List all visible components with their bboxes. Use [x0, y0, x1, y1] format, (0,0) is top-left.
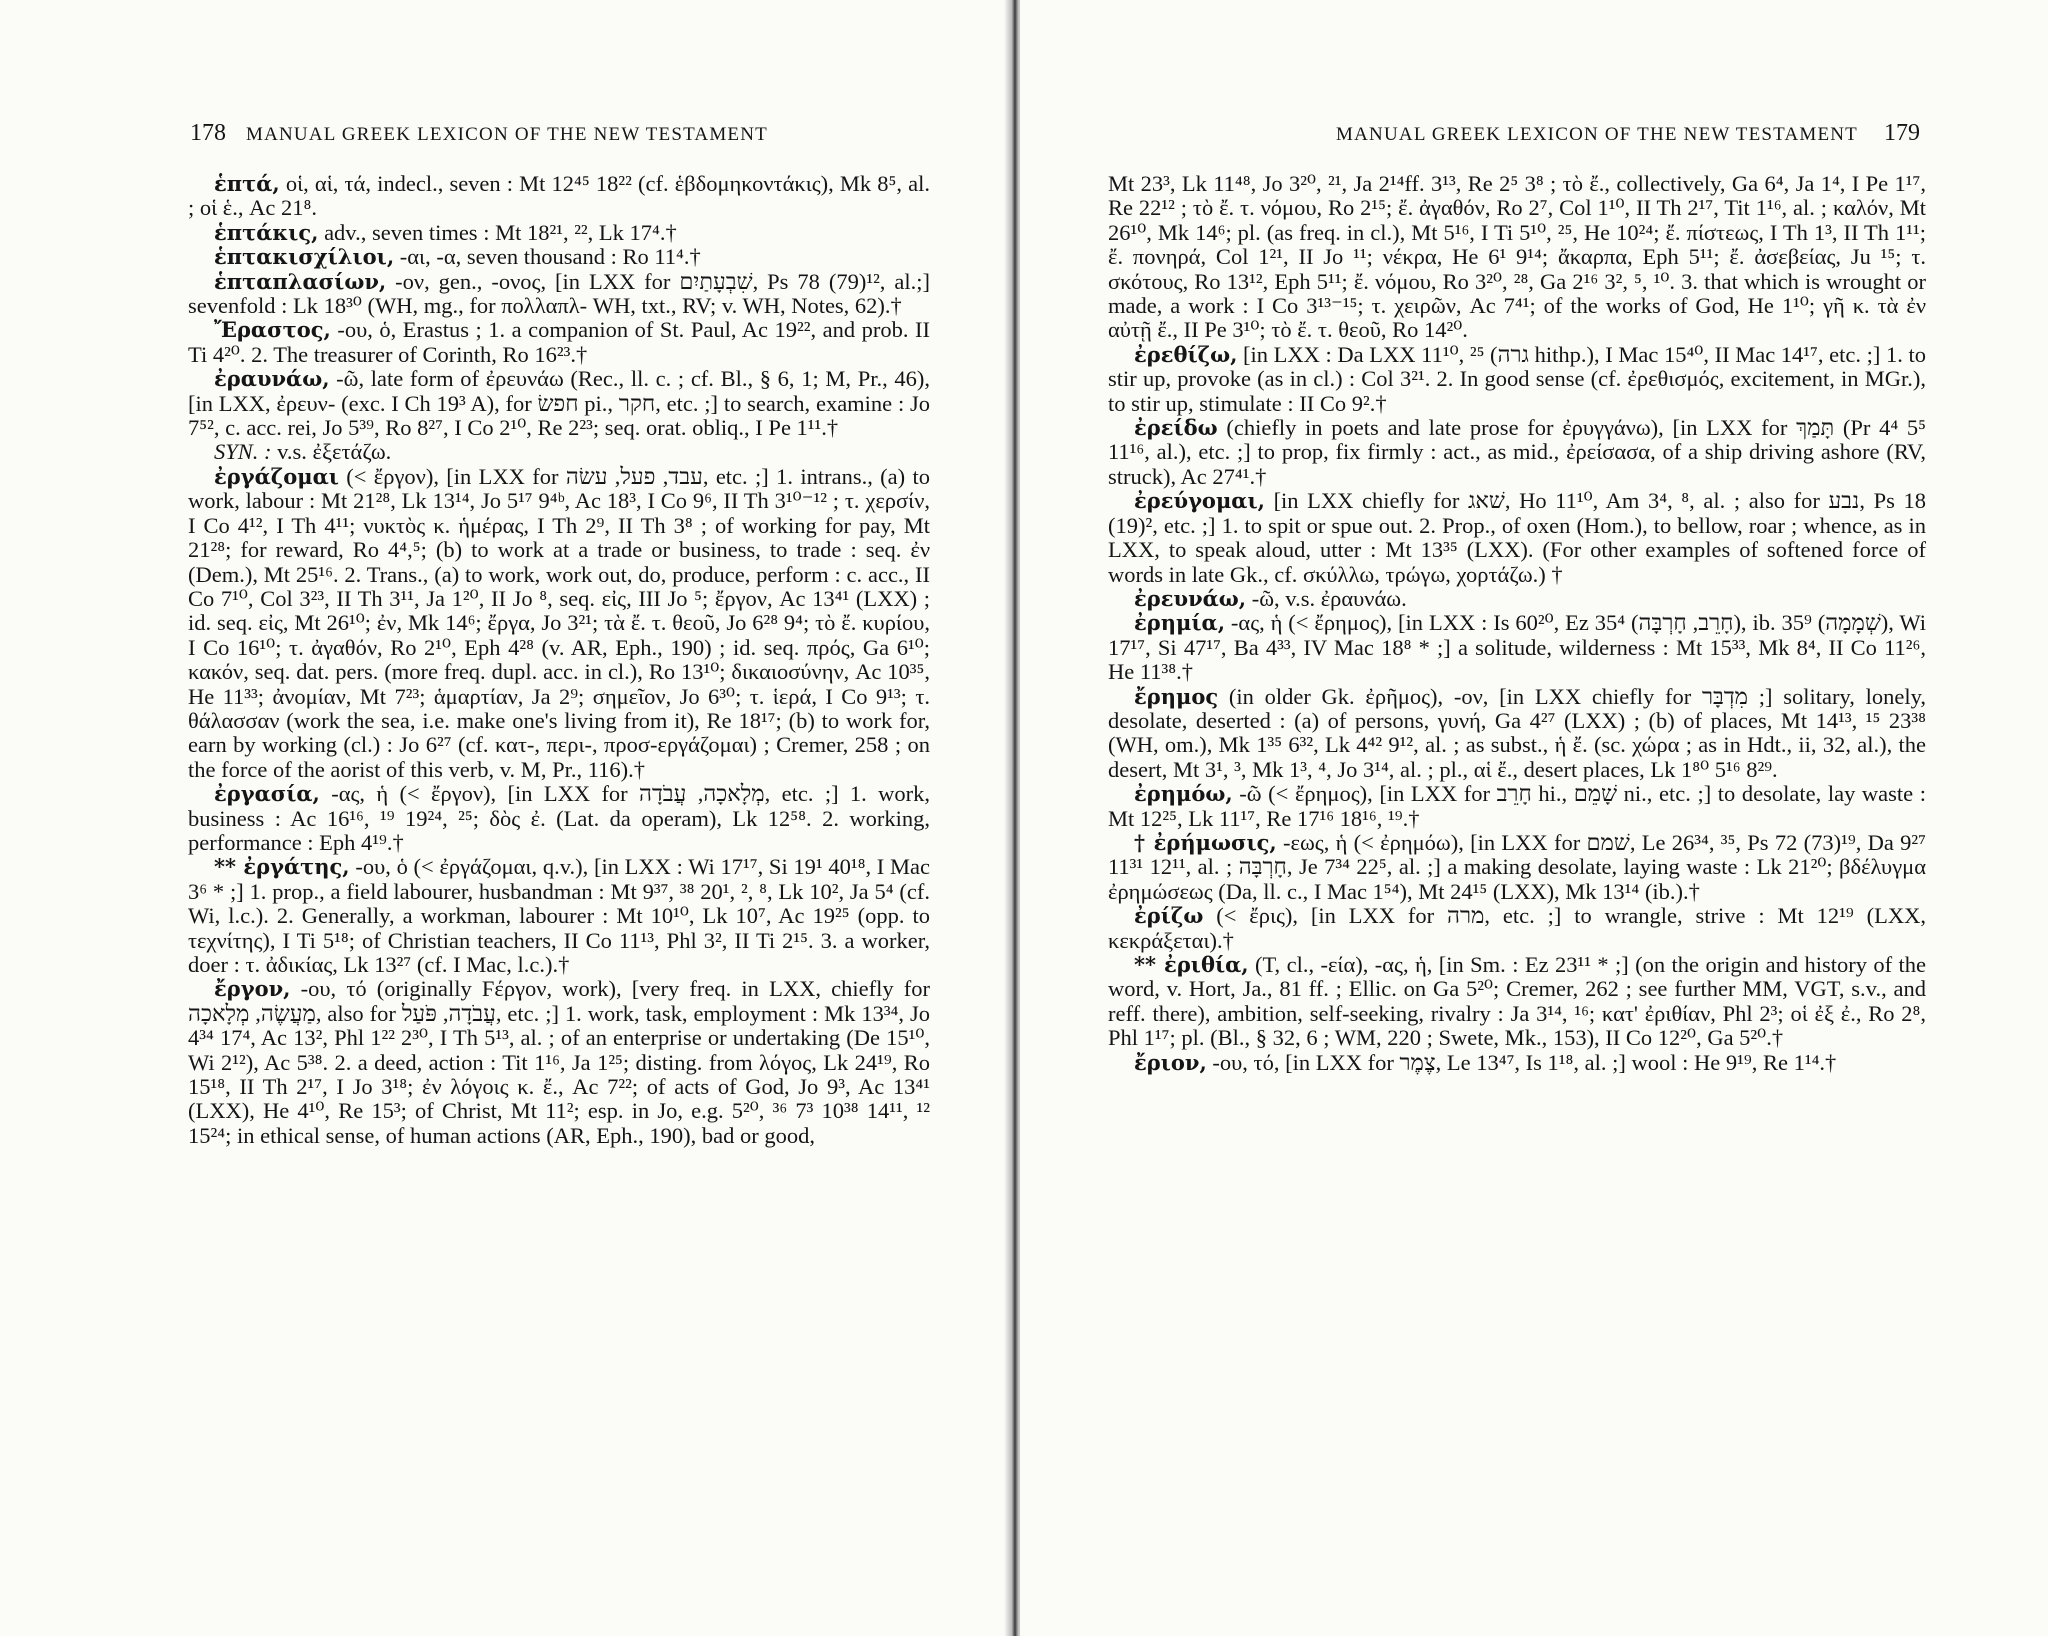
entry-continuation: Mt 23³, Lk 11⁴⁸, Jo 3²⁰, ²¹, Ja 2¹⁴ff. 3¹³, Re 2⁵ 3⁸ ; τὸ ἔ., collectively, Ga 6⁴, Ja 1⁴, I Pe 1¹⁷, Re 22¹² ; τὸ ἔ. τ. νόμου, Ro 2¹⁵; ἔ. ἀγαθόν, Ro 2⁷, Col 1¹⁰, II Th 2¹⁷, Tit 1¹⁶, al. ; καλόν, Mt 26¹⁰, Mk 14⁶; pl. (as freq. in cl.), Mt 5¹⁶, I Ti 5¹⁰, ²⁵, He 10²⁴; ἔ. πίστεως, I Th 1³, II Th 1¹¹; ἔ. πονηρά, Col 1²¹, II Jo ¹¹; νέκρα, He 6¹ 9¹⁴; ἄκαρπα, Eph 5¹¹; ἔ. ἀσεβείας, Ju ¹⁵; τ. σκότους, Ro 13¹², Eph 5¹¹; ἔ. νόμου, Ro 3²⁰, ²⁸, Ga 2¹⁶ 3², ⁵, ¹⁰. 3. that which is wrought or made, a work : I Co 3¹³⁻¹⁵; τ. χειρῶν, Ac 7⁴¹; of the works of God, He 1¹⁰; γῆ κ. τὰ ἐν αὐτῇ ἔ., II Pe 3¹⁰; τὸ ἔ. τ. θεοῦ, Ro 14²⁰.: [1108, 171, 1926, 343]
lexicon-entry: [1108, 782, 1926, 831]
lexicon-entry: [188, 172, 930, 221]
left-page: [0, 0, 1010, 1636]
lexicon-entry: [188, 367, 930, 440]
lexicon-entry: [188, 782, 930, 855]
entry-headword: ἐρημόω,: [1134, 781, 1233, 807]
entry-text: -ῶ, late form of ἐρευνάω (Rec., ll. c. ; cf. Bl., § 6, 1; M, Pr., 46), [in LXX, ἐρευν- (exc. I Ch 19³ A), for חפשׂ pi., חקר, etc. ;] to search, examine : Jo 7⁵², c. acc. rei, Jo 5³⁹, Ro 8²⁷, I Co 2¹⁰, Re 2²³; seq. orat. obliq., I Pe 1¹¹.†: [188, 366, 930, 441]
entry-text: -ου, ὁ, Erastus ; 1. a companion of St. Paul, Ac 19²², and prob. II Ti 4²⁰. 2. The treasurer of Corinth, Ro 16²³.†: [188, 317, 930, 367]
entry-headword: ἐρευνάω,: [1134, 585, 1247, 611]
lexicon-entry: [188, 245, 930, 269]
lexicon-entry: [188, 221, 930, 245]
left-running-head: MANUAL GREEK LEXICON OF THE NEW TESTAMENT: [246, 124, 768, 145]
entry-text: -ῶ, v.s. ἐραυνάω.: [1246, 585, 1407, 611]
entry-text: -ου, ὁ (< ἐργάζομαι, q.v.), [in LXX : Wi 17¹⁷, Si 19¹ 40¹⁸, I Mac 3⁶ * ;] 1. prop., a field labourer, husbandman : Mt 9³⁷, ³⁸ 20¹, ², ⁸, Lk 10², Ja 5⁴ (cf. Wi, l.c.). 2. Generally, a workman, labourer : Mt 10¹⁰, Lk 10⁷, Ac 19²⁵ (opp. to τεχνίτης), I Ti 5¹⁸; of Christian teachers, II Co 11¹³, Phl 3², II Ti 2¹⁵. 3. a worker, doer : τ. ἀδικίας, Lk 13²⁷ (cf. I Mac, l.c.).†: [188, 854, 930, 977]
entry-text: [in LXX : Da LXX 11¹⁰, ²⁵ (גרה hithp.), I Mac 15⁴⁰, II Mac 14¹⁷, etc. ;] 1. to stir up, provoke (as in cl.) : Col 3²¹. 2. In good sense (cf. ἐρεθισμός, excitement, in MGr.), to stir up, stimulate : II Co 9².†: [1108, 341, 1927, 416]
entry-text: -ου, τό (originally Ϝέργον, work), [very freq. in LXX, chiefly for מַעֲשֶׂה, מְלָאכָה, also for עֲבֹדָה, פֹּעַל, etc. ;] 1. work, task, employment : Mk 13³⁴, Jo 4³⁴ 17⁴, Ac 13², Phl 1²² 2³⁰, I Th 5¹³, al. ; of an enterprise or undertaking (De 15¹⁰, Wi 2¹²), Ac 5³⁸. 2. a deed, action : Tit 1¹⁶, Ja 1²⁵; disting. from λόγος, Lk 24¹⁹, Ro 15¹⁸, II Th 2¹⁷, I Jo 3¹⁸; ἐν λόγοις κ. ἔ., Ac 7²²; of acts of God, Jo 9³, Ac 13⁴¹ (LXX), He 4¹⁰, Re 15³; of Christ, Mt 11²; esp. in Jo, e.g. 5²⁰, ³⁶ 7³ 10³⁸ 14¹¹, ¹² 15²⁴; in ethical sense, of human actions (AR, Eph., 190), bad or good,: [188, 976, 930, 1148]
entry-text: [in LXX chiefly for שׁאג, Ho 11¹⁰, Am 3⁴, ⁸, al. ; also for נבע, Ps 18 (19)², etc. ;] 1. to spit or spue out. 2. Prop., of oxen (Hom.), to bellow, roar ; whence, as in LXX, to speak aloud, utter : Mt 13³⁵ (LXX). (For other examples of softened force of words in late Gk., cf. σκύλλω, τρώγω, χορτάζω.) †: [1108, 488, 1926, 587]
entry-text: (< ἔρις), [in LXX for מרה, etc. ;] to wrangle, strive : Mt 12¹⁹ (LXX, κεκράξεται).†: [1108, 903, 1926, 953]
synonym-label: SYN. :: [214, 439, 272, 465]
entry-headword: ἔριον,: [1134, 1049, 1207, 1075]
entry-text: -αι, -α, seven thousand : Ro 11⁴.†: [394, 244, 701, 270]
left-page-number: 178: [190, 120, 226, 146]
left-page-text: [188, 172, 930, 1148]
entry-headword: ἑπτά,: [214, 171, 280, 196]
entry-headword: ἐρίζω: [1134, 903, 1204, 929]
lexicon-entry: [188, 318, 930, 367]
entry-headword: ** ἐργάτης,: [214, 854, 350, 880]
entry-text: (< ἔργον), [in LXX for עבד, פעל, עשׂה, etc. ;] 1. intrans., (a) to work, labour : Mt 21²⁸, Lk 13¹⁴, Jo 5¹⁷ 9⁴ᵇ, Ac 18³, I Co 9⁶, II Th 3¹⁰⁻¹² ; τ. χερσίν, I Co 4¹², I Th 4¹¹; νυκτὸς κ. ἡμέρας, I Th 2⁹, II Th 3⁸ ; of working for pay, Mt 21²⁸; for reward, Ro 4⁴,⁵; (b) to work at a trade or business, to trade : seq. ἐν (Dem.), Mt 25¹⁶. 2. Trans., (a) to work, work out, do, produce, perform : c. acc., II Co 7¹⁰, Col 3²³, II Th 3¹¹, Ja 1²⁰, II Jo ⁸, seq. εἰς, III Jo ⁵; ἔργον, Ac 13⁴¹ (LXX) ; id. seq. εἰς, Mt 26¹⁰; ἐν, Mk 14⁶; ἔργα, Jo 3²¹; τὰ ἔ. τ. θεοῦ, Jo 6²⁸ 9⁴; τὸ ἔ. κυρίου, I Co 16¹⁰; τ. ἀγαθόν, Ro 2¹⁰, Eph 4²⁸ (v. AR, Eph., 190) ; id. seq. πρός, Ga 6¹⁰; κακόν, seq. dat. pers. (more freq. dupl. acc. in cl.), Ro 13¹⁰; δικαιοσύνην, Ac 10³⁵, He 11³³; ἀνομίαν, Mt 7²³; ἁμαρτίαν, Ja 2⁹; σημεῖον, Jo 6³⁰; τ. ἱερά, I Co 9¹³; τ. θάλασσαν (work the sea, i.e. make one's living from it), Re 18¹⁷; (b) to work for, earn by working (cl.) : Jo 6²⁷ (cf. κατ-, περι-, προσ-εργάζομαι) ; Cremer, 258 ; on the force of the aorist of this verb, v. M, Pr., 116).†: [188, 463, 931, 782]
right-running-head: MANUAL GREEK LEXICON OF THE NEW TESTAMENT: [1336, 124, 1858, 145]
synonym-note: [188, 440, 930, 464]
lexicon-entry: [1108, 1051, 1926, 1075]
entry-text: -ας, ἡ (< ἔρημος), [in LXX : Is 60²⁰, Ez 35⁴ (חָרֵב, חָרְבָּה), ib. 35⁹ (שְׁמָמָה), Wi 17¹⁷, Si 47¹⁷, Ba 4³³, IV Mac 18⁸ * ;] a solitude, wilderness : Mt 15³³, Mk 8⁴, II Co 11²⁶, He 11³⁸.†: [1108, 610, 1926, 685]
entry-headword: ἑπτάκις,: [214, 219, 319, 245]
lexicon-entry: [1108, 416, 1926, 489]
right-running-header: [1150, 120, 1920, 160]
entry-headword: ἔργον,: [214, 976, 291, 1002]
entry-headword: ἐραυνάω,: [214, 366, 330, 392]
entry-text: -εως, ἡ (< ἐρημόω), [in LXX for שׁמם, Le 26³⁴, ³⁵, Ps 72 (73)¹⁹, Da 9²⁷ 11³¹ 12¹¹, al. ; חָרְבָּה, Je 7³⁴ 22⁵, al. ;] a making desolate, laying waste : Lk 21²⁰; βδέλυγμα ἐρημώσεως (Da, ll. c., I Mac 1⁵⁴), Mt 24¹⁵ (LXX), Mk 13¹⁴ (ib.).†: [1108, 829, 1926, 904]
entry-text: v.s. ἐξετάζω.: [271, 439, 392, 465]
entry-text: adv., seven times : Mt 18²¹, ²², Lk 17⁴.†: [318, 219, 677, 245]
entry-headword: ** ἐριθία,: [1134, 952, 1249, 977]
entry-text: -ας, ἡ (< ἔργον), [in LXX for מְלָאכָה, עֲבֹדָה, etc. ;] 1. work, business : Ac 16¹⁶, ¹⁹ 19²⁴, ²⁵; δὸς ἐ. (Lat. da operam), Lk 12⁵⁸. 2. working, performance : Eph 4¹⁹.†: [188, 781, 930, 855]
lexicon-entry: [188, 270, 930, 319]
lexicon-entry: [1108, 343, 1926, 416]
lexicon-entry: [1108, 904, 1926, 953]
lexicon-entry: [188, 855, 930, 977]
entry-text: -ῶ (< ἔρημος), [in LXX for חָרֵב hi., שָׁמֵם ni., etc. ;] to desolate, lay waste : Mt 12²⁵, Lk 11¹⁷, Re 17¹⁶ 18¹⁶, ¹⁹.†: [1108, 781, 1926, 831]
entry-headword: Ἔραστος,: [214, 317, 331, 343]
lexicon-entry: [1108, 489, 1926, 587]
entry-headword: ἐρείδω: [1134, 415, 1218, 441]
entry-text: -ον, gen., -ονος, [in LXX for שִׁבְעָתַיִם, Ps 78 (79)¹², al.;] sevenfold : Lk 18³⁰ (WH, mg., for πολλαπλ- WH, txt., RV; v. WH, Notes, 62).†: [188, 268, 931, 319]
lexicon-entry: [188, 465, 930, 782]
entry-headword: ἐργασία,: [214, 781, 320, 807]
lexicon-entry: [1108, 831, 1926, 904]
left-running-header: [190, 120, 970, 160]
entry-text: (chiefly in poets and late prose for ἐρυγγάνω), [in LXX for תָּמַךְ (Pr 4⁴ 5⁵ 11¹⁶, al.), etc. ;] to prop, fix firmly : act., as mid., ἐρείσασα, of a ship driving ashore (RV, struck), Ac 27⁴¹.†: [1108, 415, 1927, 489]
entry-headword: ἑπταπλασίων,: [214, 268, 387, 294]
entry-text: (T, cl., -εία), -ας, ἡ, [in Sm. : Ez 23¹¹ * ;] (on the origin and history of the word, v. Hort, Ja., 81 ff. ; Ellic. on Ga 5²⁰; Cremer, 262 ; see further MM, VGT, s.v., and reff. there), ambition, self-seeking, rivalry : Ja 3¹⁴, ¹⁶; κατ' ἐριθίαν, Phl 2³; οἱ ἐξ ἐ., Ro 2⁸, Phl 1¹⁷; pl. (Bl., § 32, 6 ; WM, 220 ; Swete, Mk., 153), II Co 12²⁰, Ga 5²⁰.†: [1108, 952, 1926, 1051]
entry-headword: ἐρεθίζω,: [1134, 341, 1238, 367]
entry-headword: ἔρημος: [1134, 683, 1219, 709]
entry-headword: ἐργάζομαι: [214, 463, 339, 489]
lexicon-entry: [188, 977, 930, 1148]
entry-text: -ου, τό, [in LXX for צֶמֶר, Le 13⁴⁷, Is 1¹⁸, al. ;] wool : He 9¹⁹, Re 1¹⁴.†: [1206, 1049, 1837, 1075]
lexicon-entry: [1108, 587, 1926, 611]
entry-text: οἱ, αἱ, τά, indecl., seven : Mt 12⁴⁵ 18²² (cf. ἑβδομηκοντάκις), Mk 8⁵, al. ; οἱ ἑ., Ac 21⁸.: [188, 171, 930, 221]
lexicon-entry: [1108, 685, 1926, 783]
right-page: [1020, 0, 2048, 1636]
right-page-number: 179: [1884, 120, 1920, 146]
entry-headword: † ἐρήμωσις,: [1134, 829, 1277, 855]
lexicon-entry: [1108, 611, 1926, 684]
entry-headword: ἐρεύγομαι,: [1134, 488, 1265, 514]
right-page-text: [1108, 172, 1926, 1075]
entry-headword: ἐρημία,: [1134, 610, 1226, 636]
entry-text: (in older Gk. ἐρῆμος), -ον, [in LXX chiefly for מִדְבָּר ;] solitary, lonely, desolate, deserted : (a) of persons, γυνή, Ga 4²⁷ (LXX) ; (b) of places, Mt 14¹³, ¹⁵ 23³⁸ (WH, om.), Mk 1³⁵ 6³², Lk 4⁴² 9¹², al. ; as subst., ἡ ἔ. (sc. χώρα ; as in Hdt., ii, 32, al.), the desert, Mt 3¹, ³, Mk 1³, ⁴, Jo 3¹⁴, al. ; pl., αἱ ἔ., desert places, Lk 1⁸⁰ 5¹⁶ 8²⁹.: [1108, 683, 1926, 782]
lexicon-entry: [1108, 953, 1926, 1051]
entry-headword: ἑπτακισχίλιοι,: [214, 244, 395, 270]
